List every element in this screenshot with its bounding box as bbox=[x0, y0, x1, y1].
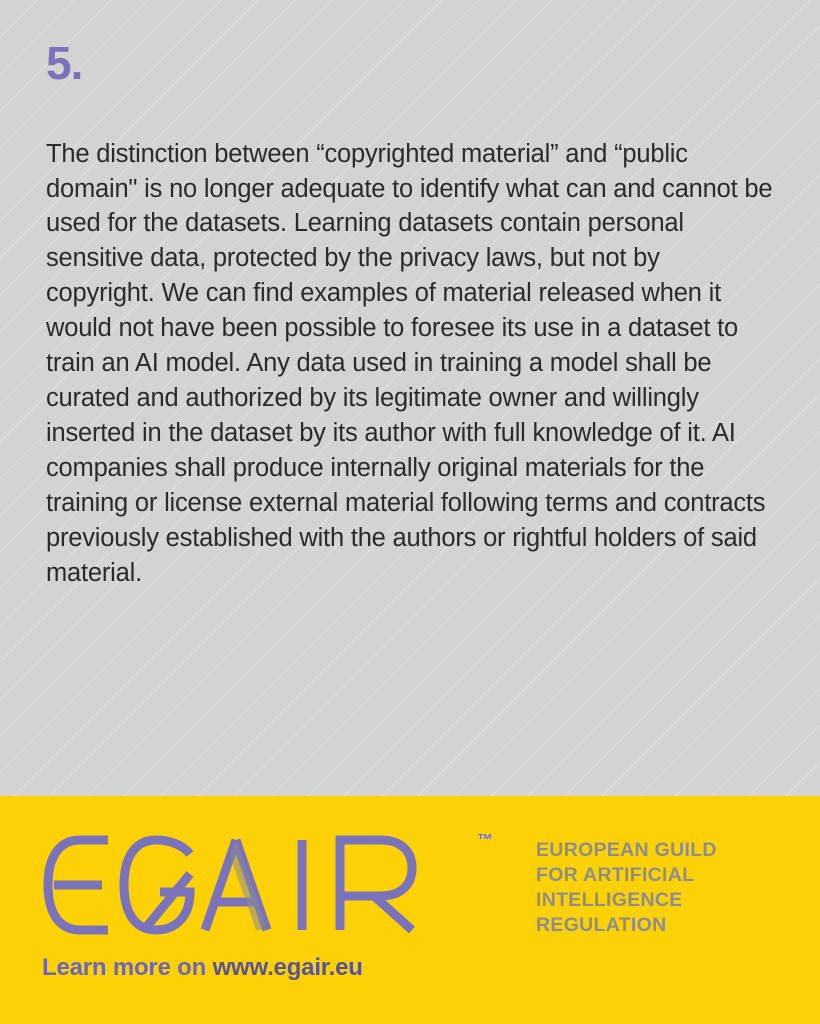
point-number: 5. bbox=[46, 37, 83, 89]
org-line-4: REGULATION bbox=[536, 913, 667, 936]
org-line-1: EUROPEAN GUILD bbox=[536, 839, 717, 861]
org-line-3: INTELLIGENCE bbox=[536, 888, 683, 911]
org-line-2: FOR ARTIFICIAL bbox=[536, 863, 695, 886]
organization-name bbox=[536, 838, 717, 938]
trademark-symbol: ™ bbox=[477, 832, 494, 849]
body-paragraph: The distinction between “copyrighted material” and “public domain" is no longer adequate to identify what can and cannot be used for the datasets. Learning datasets contain personal sensitive data, protected by the privacy laws, but not by copyright. We can find examples of material released when it would not have been possible to foresee its use in a dataset to train an AI model. Any data used in training a model shall be curated and authorized by its legitimate owner and willingly inserted in the dataset by its author with full knowledge of it. AI companies shall produce internally original materials for the training or license external material following terms and contracts previously established with the authors or rightful holders of said material. bbox=[46, 139, 773, 587]
learn-more-prefix: Learn more on bbox=[42, 954, 213, 981]
egair-logo bbox=[40, 830, 510, 940]
learn-more-text bbox=[42, 954, 363, 982]
egair-website-link[interactable]: www.egair.eu bbox=[212, 954, 363, 981]
footer-bar bbox=[0, 796, 820, 1024]
